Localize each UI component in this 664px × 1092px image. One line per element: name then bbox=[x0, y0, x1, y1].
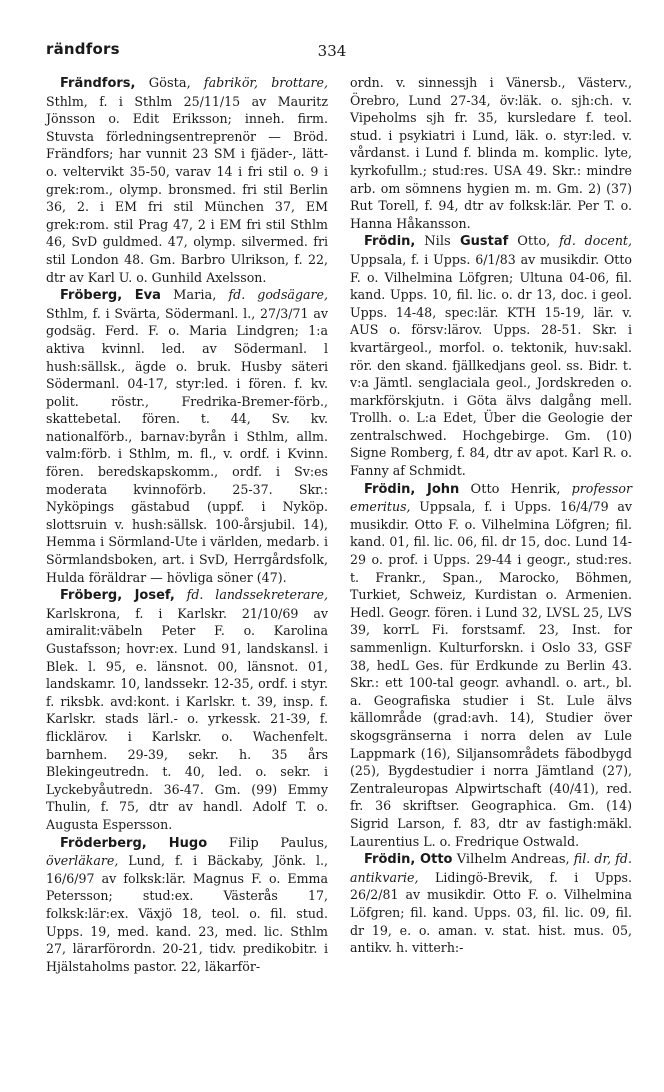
entry-frandfors-gosta bbox=[46, 74, 328, 286]
entry-surname: Fröberg, bbox=[60, 588, 123, 604]
entry-given-name: Josef, bbox=[122, 588, 175, 604]
entry-occupation: fd. landssekreterare, bbox=[174, 587, 329, 603]
entry-frodin-john bbox=[350, 480, 632, 850]
entry-surname: Fröderberg, bbox=[60, 835, 147, 851]
entry-froderberg-hugo bbox=[46, 834, 328, 976]
text-columns bbox=[46, 74, 632, 975]
entry-given-name: Nils bbox=[415, 234, 451, 250]
entry-froberg-josef bbox=[46, 586, 328, 833]
entry-text: Uppsala, f. i Upps. 16/4/79 av musikdir. Otto F. o. Vilhelmina Löfgren; fil. kand. 01, fil. lic. 06, fil. dr 15, doc. Lund 14-29 o. prof. i Upps. 29-44 i geogr., stud:res. t. Frankr., Span., Marocko, Böhmen, Turkiet, Schweiz, Kurdistan o. Armenien. Hedl. Geogr. fören. i Lund 32, LVSL 25, LVS 39, korrL Fi. forstsamf. 23, Inst. for sammenlign. Kulturforskn. i Oslo 33, GSF 38, hedL Ges. für Erdkunde zu Berlin 43. Skr.: ett 100-tal geogr. avhandl. o. art., bl. a. Geografiska studier i St. Lule älvs källområde (grad:avh. 14), Studier över skogsgränserna i norra delen av Lule Lappmark (16), Siljansområdets fäbodbygd (25), Bygdestudier i norra Jämtland (27), Zentraleuropas Alpwirtschaft (40/41), red. fr. 36 skriftser. Geographica. Gm. (14) Sigrid Larson, f. 83, dtr av fastigh:mäkl. Laurentius L. o. Fredrique Ostwald. bbox=[350, 499, 632, 849]
entry-frodin-otto bbox=[350, 850, 632, 957]
entry-given-name: Eva bbox=[122, 288, 161, 304]
entry-surname: Frändfors, bbox=[60, 76, 136, 91]
entry-given-name: Gösta, bbox=[135, 76, 191, 91]
entry-occupation: överläkare, bbox=[46, 853, 119, 869]
entry-text: Sthlm, f. i Svärta, Södermanl. l., 27/3/71 av godsäg. Ferd. F. o. Maria Lindgren; 1:a aktiva kvinnl. led. av Södermanl. l hush:sällsk., ägde o. bruk. Husby säteri Södermanl. 04-17, styr:led. i fören. f. kv. polit. röstr., Fredrika-Bremer-förb., skattebetal. fören. t. 44, Sv. kv. nationalförb., barnav:byrån i Sthlm, allm. valm:förb. i Sthlm, m. fl., v. ordf. i Kvinn. fören. beredskapskomm., ordf. i Sv:es moderata kvinnoförb. 25-37. Skr.: Nyköpings gästabud (uppf. i Nyköp. slottsruin v. hush:sällsk. 100-årsjubil. 14), Hemma i Sörmland-Ute i världen, medarb. i Sörmlandsboken, art. i SvD, Herrgårdsfolk, Hulda föräldrar — hövliga söner (47). bbox=[46, 305, 328, 585]
entry-surname: Fröberg, bbox=[60, 288, 123, 304]
running-head: rändfors bbox=[46, 40, 120, 58]
entry-given-name-primary: Gustaf bbox=[450, 234, 509, 250]
entry-given-name-rest: Otto, bbox=[508, 234, 551, 250]
entry-text: Sthlm, f. i Sthlm 25/11/15 av Mauritz Jönsson o. Edit Eriksson; inneh. firm. Stuvsta förledningsentreprenör — Bröd. Frändfors; har vunnit 23 SM i fjäder-, lätt- o. veltervikt 35-50, varav 14 i fri stil o. 9 i grek:rom., olymp. bronsmed. fri stil Berlin 36, 2. i EM fri stil München 37, EM grek:rom. stil Prag 47, 2 i EM fri stil Sthlm 46, SvD guldmed. 47, olymp. silvermed. fri stil London 48. Gm. Barbro Ulrikson, f. 22, dtr av Karl U. o. Gunhild Axelsson. bbox=[46, 93, 328, 285]
entry-given-name: Hugo bbox=[146, 835, 208, 851]
page-header bbox=[46, 40, 618, 64]
entry-occupation: fd. godsägare, bbox=[216, 287, 328, 303]
entry-continuation: ordn. v. sinnessjh i Vänersb., Västerv., Örebro, Lund 27-34, öv:läk. o. sjh:ch. v. Vipeholms sjh fr. 35, kursledare f. teol. stud. i psykiatri i Lund, läk. o. styr:led. v. vårdanst. i Lund f. blinda m. komplic. lyte, kyrkofullm.; stud:res. USA 49. Skr.: mindre arb. om sömnens hygien m. m. Gm. 2) (37) Rut Torell, f. 94, dtr av folksk:lär. Per T. o. Hanna Håkansson. bbox=[350, 75, 632, 231]
right-column bbox=[350, 74, 632, 975]
entry-given-name: John bbox=[415, 481, 460, 497]
page-number: 334 bbox=[317, 42, 347, 60]
entry-text: Karlskrona, f. i Karlskr. 21/10/69 av amiralit:väbeln Peter F. o. Karolina Gustafsson; hovr:ex. Lund 91, landskansl. i Blek. l. 95, e. länsnot. 00, länsnot. 01, landskamr. 10, landssekr. 12-35, ordf. i styr. f. riksbk. avd:kont. i Karlskr. t. 39, insp. f. Karlskr. stads lärl.- o. yrkessk. 21-39, f. flicklärov. i Karlskr. o. Wachenfelt. barnhem. 29-39, sekr. h. 35 års Blekingeutredn. t. 40, led. o. sekr. i Lyckebyåutredn. 36-47. Gm. (99) Emmy Thulin, f. 75, dtr av handl. Adolf T. o. Augusta Espersson. bbox=[46, 605, 328, 832]
entry-occupation: professor emeritus, bbox=[350, 480, 632, 515]
left-column bbox=[46, 74, 328, 975]
entry-given-name-rest: Otto Henrik, bbox=[459, 481, 561, 497]
entry-surname: Frödin, bbox=[364, 234, 416, 250]
entry-text: Lund, f. i Bäckaby, Jönk. l., 16/6/97 av folksk:lär. Magnus F. o. Emma Petersson; stud:ex. Västerås 17, folksk:lär:ex. Växjö 18, teol. o. fil. stud. Upps. 19, med. kand. 23, med. lic. Sthlm 27, lärarförordn. 20-21, tidv. predikobitr. i Hjälstaholms pastor. 22, läkarför- bbox=[46, 853, 328, 974]
entry-occupation: fabrikör, brottare, bbox=[190, 75, 328, 90]
entry-surname: Frödin, bbox=[364, 481, 416, 497]
entry-surname: Frödin, bbox=[364, 852, 416, 868]
entry-frodin-nils-gustaf bbox=[350, 232, 632, 479]
entry-given-name: Otto bbox=[415, 852, 453, 868]
entry-given-name-rest: Filip Paulus, bbox=[207, 835, 328, 851]
entry-text: Uppsala, f. i Upps. 6/1/83 av musikdir. Otto F. o. Vilhelmina Löfgren; Ultuna 04-06, fil. kand. Upps. 10, fil. lic. o. dr 13, doc. i geol. Upps. 14-48, spec:lär. KTH 15-19, lär. v. AUS o. försv:lärov. Upps. 28-51. Skr. i kvartärgeol., morfol. o. tektonik, huv:sakl. rör. den skand. fjällkedjans geol. ss. Bidr. t. v:a Jämtl. senglaciala geol., Jordskreden o. markförskjutn. i Göta älvs dalgång mell. Trollh. o. L:a Edet, Über die Geologie der zentralschwed. Hochgebirge. Gm. (10) Signe Romberg, f. 84, dtr av apot. Karl R. o. Fanny af Schmidt. bbox=[350, 251, 632, 479]
entry-froberg-eva bbox=[46, 286, 328, 586]
entry-occupation: fil. dr, fd. antikvarie, bbox=[350, 851, 633, 885]
entry-given-name-rest: Maria, bbox=[160, 288, 217, 304]
entry-given-name-rest: Vilhelm Andreas, bbox=[452, 852, 570, 868]
entry-text: Lidingö-Brevik, f. i Upps. 26/2/81 av musikdir. Otto F. o. Vilhelmina Löfgren; fil. kand. Upps. 03, fil. lic. 09, fil. dr 19, e. o. aman. v. stat. hist. mus. 05, antikv. h. vitterh:- bbox=[350, 869, 632, 956]
entry-occupation: fd. docent, bbox=[550, 233, 632, 249]
